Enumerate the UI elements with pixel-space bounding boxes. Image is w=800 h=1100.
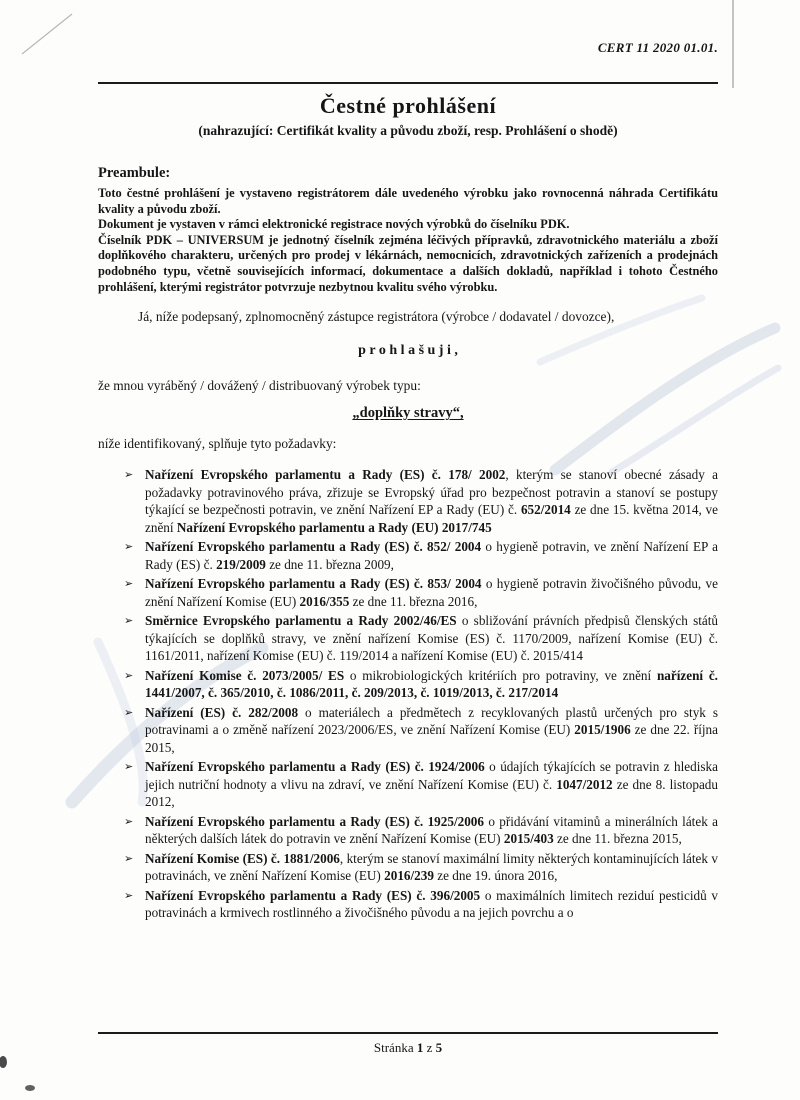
text-segment: ze dne 11. března 2015, [553, 831, 682, 847]
text-segment: Nařízení (ES) č. 282/2008 [145, 704, 299, 720]
document-reference: CERT 11 2020 01.01. [597, 40, 718, 55]
text-segment: ze dne 19. února 2016, [433, 868, 558, 884]
arrow-bullet-icon: ➢ [124, 814, 134, 828]
text-segment: o hygieně potravin živočišného původu, ve znění Nařízení Komise (EU) [145, 576, 718, 609]
text-segment: nařízení č. 1441/2007, č. 365/2010, č. 1086/2011, č. 209/2013, č. 1019/2013, č. 217/2014 [145, 667, 718, 701]
text-segment: 2015/403 [503, 831, 554, 847]
regulation-item [98, 850, 718, 885]
arrow-bullet-icon: ➢ [124, 668, 134, 682]
text-segment: ze dne 15. května 2014, ve znění [145, 502, 718, 535]
text-segment: Nařízení Komise č. 2073/2005/ ES [145, 667, 345, 683]
regulation-item [98, 575, 718, 610]
regulation-item [98, 813, 718, 848]
arrow-bullet-icon: ➢ [124, 614, 134, 628]
regulation-text [145, 888, 718, 921]
text-segment: ze dne 8. listopadu 2012, [145, 776, 718, 810]
product-type-text: „doplňky stravy“, [352, 405, 464, 422]
text-segment: ze dne 22. října 2015, [145, 722, 718, 755]
text-segment: 1 [416, 1040, 424, 1055]
text-segment: o přidávání vitaminů a minerálních látek a některých dalších látek do potravin ve znění Nařízení Komise (EU) [145, 813, 718, 847]
regulation-item [98, 538, 718, 573]
regulation-text [145, 814, 718, 847]
scan-artifact [0, 1056, 7, 1068]
product-type-intro: že mnou vyráběný / dovážený / distribuovaný výrobek typu: [98, 378, 421, 394]
arrow-bullet-icon: ➢ [124, 760, 134, 774]
arrow-bullet-icon: ➢ [124, 577, 134, 591]
requirements-intro: níže identifikovaný, splňuje tyto požadavky: [98, 436, 337, 452]
document-subtitle: (nahrazující: Certifikát kvality a původu zboží, resp. Prohlášení o shodě) [198, 123, 618, 138]
preamble-heading: Preambule: [98, 165, 171, 181]
text-segment: ze dne 11. března 2016, [349, 593, 478, 609]
arrow-bullet-icon: ➢ [124, 705, 134, 719]
regulation-text [145, 668, 718, 701]
text-segment: 2016/239 [384, 868, 434, 884]
page-footer [98, 1032, 718, 1056]
text-segment: o údajích týkajících se potravin z hlediska jejich nutriční hodnoty a vlivu na zdraví, ve znění Nařízení Komise (EU) č. [145, 759, 718, 792]
regulation-text [145, 539, 718, 572]
arrow-bullet-icon: ➢ [124, 468, 134, 482]
text-segment: , kterým se stanoví obecné zásady a požadavky potravinového práva, zřizuje se Evropský úřad pro bezpečnost potravin a stanoví se postupy týkající se bezpečnosti potravin, ve znění Nařízení EP a Rady (EU) č. [145, 467, 718, 518]
text-segment: 652/2014 [520, 502, 571, 518]
document-title: Čestné prohlášení [319, 93, 497, 118]
regulation-text [145, 759, 718, 809]
text-segment: 219/2009 [216, 556, 266, 572]
top-divider [98, 82, 718, 84]
regulation-item [98, 887, 718, 922]
regulation-text [145, 576, 718, 609]
preamble-paragraph: Číselník PDK – UNIVERSUM je jednotný číselník zejména léčivých přípravků, zdravotnického materiálu a zboží doplňkového charakteru, určených pro prodej v lékárnách, nemocnicích, zdravotnických zařízeních a prodejnách podobného typu, včetně souvisejících informací, dokumentace a dalších dokladů, například i tohoto Čestného prohlášení, kterými registrátor potvrzuje nezbytnou kvalitu svého výrobku. [98, 232, 718, 294]
text-segment: Stránka [373, 1040, 417, 1055]
text-segment: o sbližování právních předpisů členských států týkajících se doplňků stravy, ve znění nařízení Komise (ES) č. 1170/2009, nařízení Komise (EU) č. 1161/2011, nařízení Komise (EU) č. 119/2014 a nařízení Komise (EU) č. 2015/414 [145, 613, 718, 664]
regulation-item [98, 612, 718, 665]
text-segment: z [423, 1040, 436, 1055]
text-segment: Nařízení Evropského parlamentu a Rady (ES) č. 1925/2006 [145, 813, 484, 829]
regulation-item [98, 466, 718, 536]
text-segment: ze dne 11. března 2009, [265, 556, 394, 572]
text-segment: Nařízení Evropského parlamentu a Rady (ES) č. 1924/2006 [145, 759, 485, 775]
regulation-list [98, 466, 718, 922]
regulation-item [98, 758, 718, 811]
text-segment: o mikrobiologických kritériích pro potraviny, ve znění [344, 667, 657, 683]
text-segment: Nařízení Evropského parlamentu a Rady (ES) č. 178/ 2002 [145, 467, 506, 483]
scan-artifact [22, 14, 72, 54]
text-segment: 5 [435, 1040, 443, 1055]
text-segment: 2015/1906 [574, 722, 631, 738]
declaration-word: p r o h l a š u j i , [358, 343, 458, 359]
preamble-paragraph: Dokument je vystaven v rámci elektronické registrace nových výrobků do číselníku PDK. [98, 217, 570, 232]
product-type [98, 404, 718, 423]
text-segment: 2016/355 [299, 593, 350, 609]
text-segment: Nařízení Evropského parlamentu a Rady (ES) č. 852/ 2004 [145, 539, 482, 555]
scan-artifact [25, 1085, 35, 1091]
text-segment: o hygieně potravin, ve znění Nařízení EP a Rady (ES) č. [145, 539, 718, 572]
arrow-bullet-icon: ➢ [124, 540, 134, 554]
text-segment: Nařízení Evropského parlamentu a Rady (ES) č. 396/2005 [145, 887, 481, 903]
regulation-text [145, 467, 718, 535]
text-segment: 1047/2012 [556, 776, 613, 792]
page-number [374, 1040, 442, 1055]
text-segment: , kterým se stanoví maximální limity některých kontaminujících látek v potravinách, ve znění Nařízení Komise (EU) [145, 850, 718, 884]
regulation-item [98, 704, 718, 757]
regulation-item [98, 667, 718, 702]
regulation-text [145, 705, 718, 755]
text-segment: o maximálních limitech reziduí pesticidů v potravinách a krmivech rostlinného a živočišného původu a na jejich povrchu a o [145, 887, 718, 921]
text-segment: Směrnice Evropského parlamentu a Rady 2002/46/ES [145, 613, 457, 629]
preamble-paragraphs [98, 186, 718, 295]
text-segment: Nařízení Evropského parlamentu a Rady (EU) 2017/745 [176, 519, 492, 535]
regulation-text [145, 613, 718, 663]
text-segment: Nařízení Evropského parlamentu a Rady (ES) č. 853/ 2004 [145, 576, 482, 592]
text-segment: o materiálech a předmětech z recyklovaných plastů určených pro styk s potravinami a o změně nařízení 2023/2006/ES, ve znění Nařízení Komise (EU) [145, 704, 718, 738]
preamble-paragraph: Toto čestné prohlášení je vystaveno registrátorem dále uvedeného výrobku jako rovnocenná náhrada Certifikátu kvality a původu zboží. [98, 186, 718, 216]
regulation-text [145, 851, 718, 884]
arrow-bullet-icon: ➢ [124, 851, 134, 865]
declaration-intro: Já, níže podepsaný, zplnomocněný zástupce registrátora (výrobce / dodavatel / dovozce), [138, 309, 615, 325]
arrow-bullet-icon: ➢ [124, 888, 134, 902]
text-segment: Nařízení Komise (ES) č. 1881/2006 [145, 850, 340, 866]
